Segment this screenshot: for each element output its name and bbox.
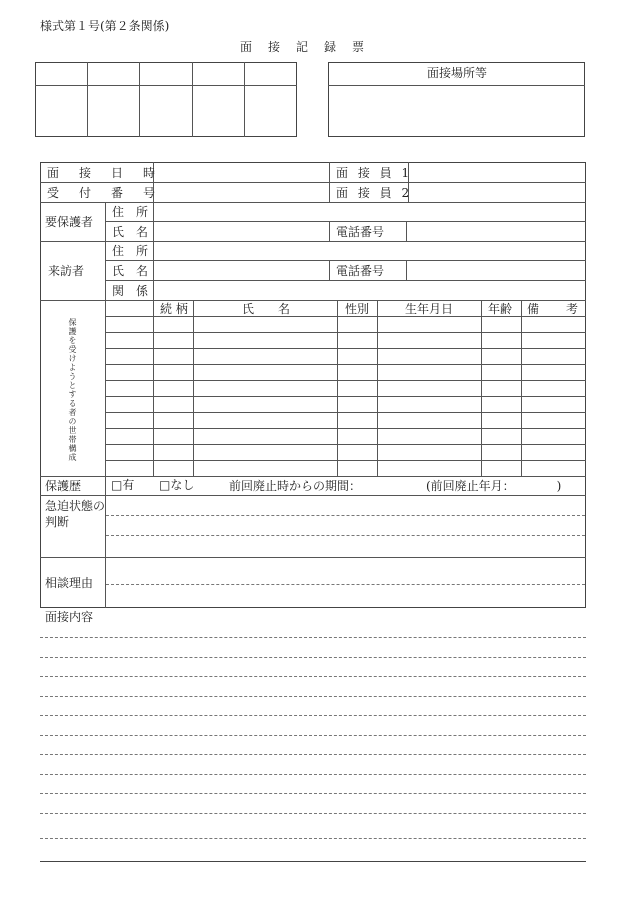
- interviewer-2-label: 面 接 員 2: [336, 186, 413, 200]
- guardian-phone-label: 電話番号: [336, 225, 385, 239]
- guardian-label: 要保護者: [45, 215, 94, 229]
- urgency-label: 急迫状態の判断: [45, 499, 106, 529]
- interview-date-label: 面 接 日 時: [47, 166, 160, 180]
- history-period-label: 前回廃止時からの期間：: [229, 479, 362, 493]
- household-side-label: 保護を受けようとする者の世帯構成: [68, 318, 77, 462]
- guardian-address-label: 住 所: [112, 205, 149, 219]
- interviewer-1-label: 面 接 員 1: [336, 166, 413, 180]
- visitor-label: 来訪者: [48, 264, 85, 278]
- history-no-checkbox[interactable]: □なし: [159, 478, 195, 492]
- visitor-name-label: 氏 名: [112, 264, 149, 278]
- household-col-sex: 性別: [345, 302, 370, 316]
- visitor-phone-label: 電話番号: [336, 264, 385, 278]
- history-last-abolished-label: (前回廃止年月： ): [426, 479, 562, 493]
- interview-place-label: 面接場所等: [427, 66, 488, 80]
- consultation-reason-label: 相談理由: [45, 576, 94, 590]
- household-col-age: 年齢: [488, 302, 513, 316]
- household-col-notes: 備 考: [527, 302, 580, 316]
- guardian-name-label: 氏 名: [112, 225, 149, 239]
- form-reference: 様式第１号(第２条関係): [40, 19, 170, 33]
- interview-content-label: 面接内容: [45, 610, 94, 624]
- household-col-relation: 続 柄: [160, 302, 188, 316]
- page-title: 面 接 記 録 票: [240, 40, 367, 54]
- household-col-name: 氏 名: [242, 302, 291, 316]
- history-label: 保護歴: [45, 479, 82, 493]
- household-col-birthdate: 生年月日: [405, 302, 454, 316]
- history-yes-checkbox[interactable]: □有: [111, 478, 135, 492]
- visitor-address-label: 住 所: [112, 244, 149, 258]
- visitor-relation-label: 関 係: [112, 284, 149, 298]
- receipt-number-label: 受 付 番 号: [47, 186, 160, 200]
